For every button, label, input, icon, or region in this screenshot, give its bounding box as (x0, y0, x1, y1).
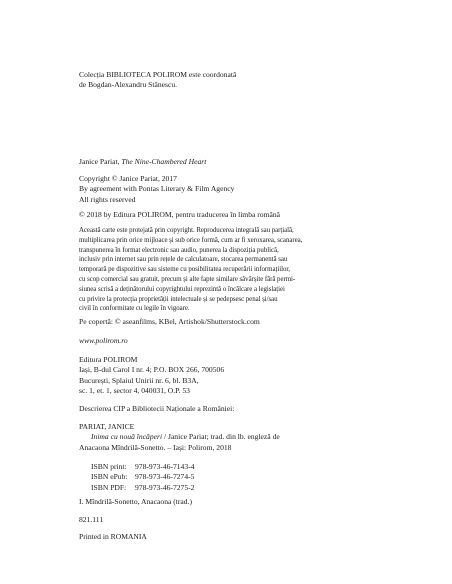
collection-note (79, 70, 379, 91)
collection-note-line: de Bogdan-Alexandru Stănescu. (79, 80, 178, 90)
isbn-pdf: ISBN PDF: 978-973-46-7275-2 (91, 482, 195, 492)
isbn-epub: ISBN ePub: 978-973-46-7274-5 (91, 472, 195, 482)
copyright-line: Copyright © Janice Pariat, 2017 (79, 174, 177, 183)
website-link: www.polirom.ro (79, 336, 128, 345)
cover-credit: Pe copertă: © aseanfilms, KBel, Artishok/Shutterstock.com (79, 317, 260, 326)
collection-note-line: Colecția BIBLIOTECA POLIROM este coordonată (79, 70, 237, 79)
printed-in: Printed in ROMANIA (79, 532, 147, 541)
cip-author: PARIAT, JANICE (79, 422, 135, 431)
translation-rights: © 2018 by Editura POLIROM, pentru traducerea în limba română (79, 210, 281, 219)
legal-notice (79, 226, 379, 314)
website (79, 336, 379, 346)
legal-notice-line: Această carte este protejată prin copyright. Reproducerea integrală sau parțială, (79, 227, 294, 234)
copyright-block (79, 174, 379, 205)
original-author: Janice Pariat, (79, 157, 122, 166)
legal-notice-line: inclusiv prin internet sau prin rețele de calculatoare, stocarea permanentă sau (79, 256, 288, 264)
legal-notice-line: temporară pe dispozitive sau sisteme cu posibilitatea recuperării informațiilor, (79, 266, 290, 274)
publisher-address (79, 355, 379, 397)
cip-entry-line: Inima cu nouă încăperi / Janice Pariat; trad. din lb. engleză de (91, 432, 280, 442)
copyright-line: By agreement with Pontas Literary & Film Agency (79, 184, 235, 194)
legal-notice-line: transpunerea în format electronic sau audio, punerea la dispoziția publică, (79, 246, 279, 254)
cip-contributor: I. Mîndrilă-Sonetto, Anacaona (trad.) (79, 497, 193, 506)
cip-entry-line: Anacaona Mîndrilă-Sonetto. – Iași: Polirom, 2018 (79, 442, 232, 452)
isbn-print: ISBN print: 978-973-46-7143-4 (91, 462, 195, 471)
publisher-line: sc. 1, et. 1, sector 4, 040031, O.P. 53 (79, 386, 190, 396)
original-title (79, 157, 379, 167)
copyright-line: All rights reserved (79, 194, 136, 204)
legal-notice-line: cu privire la protecția proprietății intelectuale și se pedepsesc penal și/sau (79, 295, 278, 303)
isbn-list (79, 462, 379, 493)
publisher-line: Editura POLIROM (79, 355, 138, 364)
classification: 821.111 (79, 515, 104, 524)
legal-notice-line: cu scop comercial sau gratuit, precum și alte fapte similare săvârșite fără permi- (79, 275, 296, 283)
legal-notice-line: siunea scrisă a deținătorului copyrightului reprezintă o încălcare a legislației (79, 285, 285, 293)
publisher-line: Iași, B-dul Carol I nr. 4; P.O. BOX 266, 700506 (79, 365, 225, 375)
original-title-text: The Nine-Chambered Heart (121, 157, 207, 166)
legal-notice-line: civil în conformitate cu legile în vigoare. (79, 305, 190, 313)
publisher-line: București, Splaiul Unirii nr. 6, bl. B3A, (79, 375, 199, 385)
cip-entry-title: Inima cu nouă încăperi (91, 432, 163, 442)
cip-record (79, 422, 379, 453)
legal-notice-line: multiplicarea prin orice mijloace și sub orice formă, cum ar fi xeroxarea, scanarea, (79, 236, 303, 244)
cip-title: Descrierea CIP a Bibliotecii Naționale a României: (79, 404, 235, 413)
